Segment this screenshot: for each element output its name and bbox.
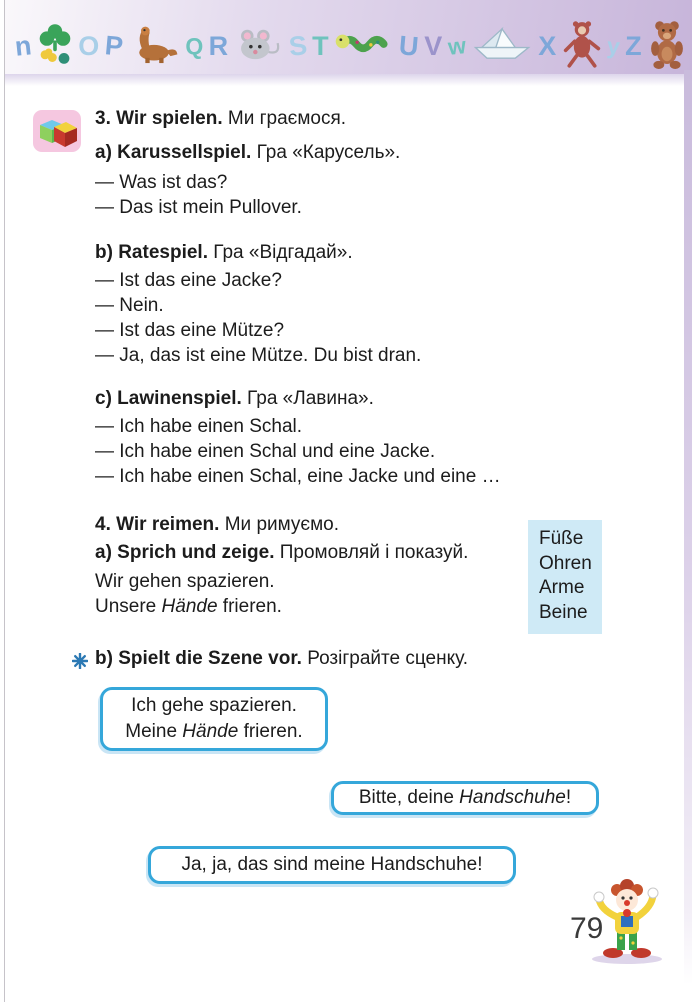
speech-bubble [331,781,599,815]
poem-line: Wir gehen spazieren. [95,571,275,592]
part-4b-label-de: b) Spielt die Szene vor. [95,648,302,669]
part-4a-label-de: a) Sprich und zeige. [95,542,275,563]
part-c-label-uk: Гра «Лавина». [247,388,374,409]
part-4b-label-uk: Розіграйте сценку. [307,648,469,669]
alphabet-letter: w [446,32,467,60]
part-b-label [95,240,550,266]
poem-line: Unsere Hände frieren. [95,596,282,617]
exercise-4-title [95,512,550,538]
dialog-line: — Das ist mein Pullover. [95,197,302,218]
alphabet-letter: Z [625,31,642,61]
toy-cubes-icon [33,110,81,157]
alphabet-row [15,16,687,77]
alphabet-header-band [5,0,692,74]
part-b-label-uk: Гра «Відгадай». [213,242,353,263]
part-a-label-uk: Гра «Карусель». [256,142,401,163]
word-box-item: Arme [539,577,585,598]
asterisk-icon [72,651,88,667]
dialog-line: — Ist das eine Jacke? [95,270,282,291]
exercise-4-title-uk: Ми римуємо. [224,514,339,535]
page-right-margin-strip [684,70,692,985]
dialog-line: — Ist das eine Mütze? [95,320,285,341]
speech-bubble [100,687,328,751]
speech-bubble-line: Meine Hände frieren. [125,721,303,742]
alphabet-letter: n [13,30,33,62]
part-4a-label [95,540,550,566]
worm-icon [334,29,394,64]
dinosaur-icon [128,21,180,72]
word-box-item: Füße [539,528,584,549]
alphabet-letter: Q [185,33,204,59]
clown-illustration-icon [588,868,666,971]
part-c-label [95,386,550,412]
alphabet-letter: V [424,31,443,61]
alphabet-letter: O [78,31,100,61]
exercise-3-title-de: 3. Wir spielen. [95,108,223,129]
speech-bubble-line: Ich gehe spazieren. [131,695,297,716]
part-a-label-de: a) Karussellspiel. [95,142,252,163]
part-c-label-de: c) Lawinenspiel. [95,388,242,409]
part-a-label [95,140,550,166]
part-b-label-de: b) Ratespiel. [95,242,208,263]
monkey-icon [562,17,602,76]
alphabet-letter: P [103,30,124,62]
dialog-line: — Ja, das ist eine Mütze. Du bist dran. [95,345,422,366]
word-box-item: Ohren [539,552,592,574]
exercise-3-title [95,106,550,132]
paper-boat-icon [471,24,533,69]
alphabet-letter: S [287,30,309,62]
exercise-4-title-de: 4. Wir reimen. [95,514,220,535]
speech-bubble-line: Ja, ja, das sind meine Handschuhe! [181,854,483,875]
part-4a-label-uk: Промовляй і показуй. [279,542,469,563]
word-box [528,520,602,634]
exercise-3-title-uk: Ми граємося. [227,108,347,129]
dialog-line: — Ich habe einen Schal und eine Jacke. [95,441,436,462]
teddy-bear-icon [647,16,687,77]
alphabet-letter: y [605,32,621,60]
part-4b-label [95,646,550,672]
word-box-item: Beine [539,601,588,623]
dialog-line: — Ich habe einen Schal. [95,416,303,437]
speech-bubble-line: Bitte, deine Handschuhe! [358,787,572,808]
mouse-icon [233,24,283,69]
dialog-line: — Ich habe einen Schal, eine Jacke und eine … [95,466,501,487]
lesson-content [95,106,550,672]
alphabet-letter: X [538,31,557,61]
alphabet-letter: R [208,31,229,61]
page-number: 79 [570,912,604,945]
dialog-line: — Nein. [95,295,164,316]
speech-bubble [148,846,516,884]
alphabet-letter: U [398,30,421,62]
clover-icon [37,21,73,72]
dialog-line: — Was ist das? [95,172,228,193]
page-left-rule [4,0,5,1002]
alphabet-letter: T [312,31,329,61]
